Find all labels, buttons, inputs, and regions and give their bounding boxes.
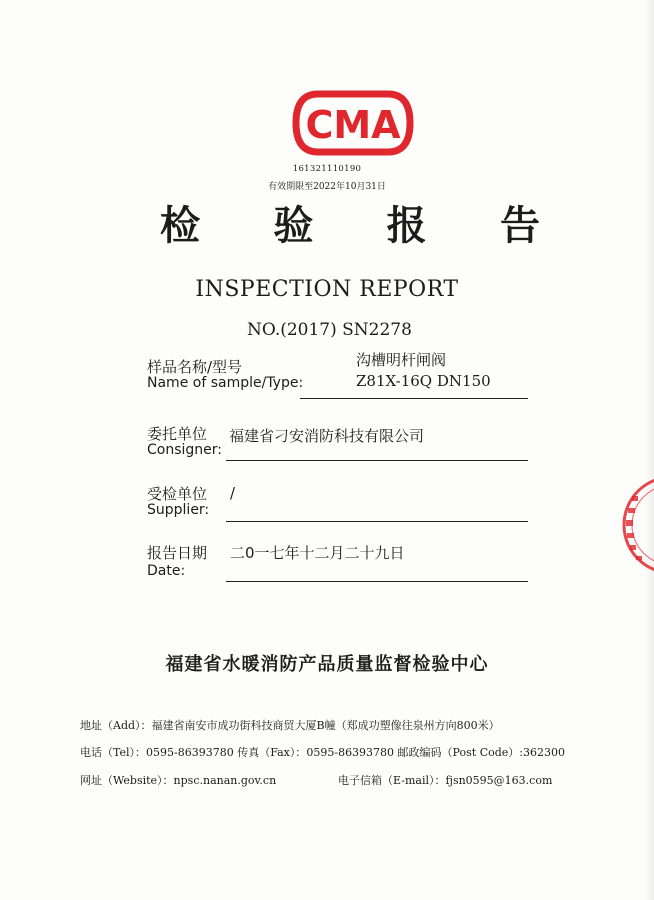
cma-cert-number: 161321110190 bbox=[292, 164, 362, 174]
consigner-value: 福建省刁安消防科技有限公司 bbox=[229, 427, 425, 445]
date-underline bbox=[226, 581, 528, 582]
scan-edge-shadow bbox=[644, 0, 654, 900]
title-char: 告 bbox=[499, 203, 540, 249]
date-label-en: Date: bbox=[147, 563, 186, 579]
cma-logo-text: CMA bbox=[305, 103, 401, 147]
cma-validity: 有效期限至2022年10月31日 bbox=[268, 182, 386, 192]
sample-name-value: 沟槽明杆闸阀 bbox=[356, 351, 447, 369]
supplier-label-en: Supplier: bbox=[147, 502, 210, 518]
contact-email: 电子信箱（E-mail）：fjsn0595@163.com bbox=[338, 774, 553, 787]
red-seal-stamp bbox=[610, 470, 654, 580]
sample-label-cn: 样品名称/型号 bbox=[147, 358, 243, 376]
consigner-underline bbox=[226, 460, 528, 461]
contact-website: 网址（Website）：npsc.nanan.gov.cn bbox=[80, 774, 277, 787]
sample-label-en: Name of sample/Type: bbox=[147, 375, 304, 391]
contact-address: 地址（Add）：福建省南安市成功街科技商贸大厦B幢（郑成功塑像往泉州方向800米） bbox=[80, 719, 500, 732]
supplier-underline bbox=[226, 521, 528, 522]
supplier-value: / bbox=[230, 484, 236, 502]
date-label-cn: 报告日期 bbox=[147, 544, 208, 562]
sample-type-value: Z81X-16Q DN150 bbox=[356, 372, 491, 390]
title-chinese bbox=[160, 203, 540, 249]
title-char: 验 bbox=[273, 203, 314, 249]
organization-name: 福建省水暖消防产品质量监督检验中心 bbox=[165, 654, 489, 675]
date-value: 二0一七年十二月二十九日 bbox=[230, 544, 405, 562]
contact-phone-fax-post: 电话（Tel）：0595-86393780 传真（Fax）：0595-86393780 邮政编码（Post Code）:362300 bbox=[80, 746, 565, 759]
title-english: INSPECTION REPORT bbox=[195, 277, 459, 302]
consigner-label-cn: 委托单位 bbox=[147, 425, 208, 443]
sample-underline bbox=[300, 398, 528, 399]
title-char: 报 bbox=[386, 203, 427, 249]
title-char: 检 bbox=[160, 203, 200, 249]
supplier-label-cn: 受检单位 bbox=[147, 485, 208, 503]
report-number: NO.(2017) SN2278 bbox=[247, 320, 412, 340]
consigner-label-en: Consigner: bbox=[147, 442, 222, 458]
cma-logo bbox=[290, 88, 416, 158]
